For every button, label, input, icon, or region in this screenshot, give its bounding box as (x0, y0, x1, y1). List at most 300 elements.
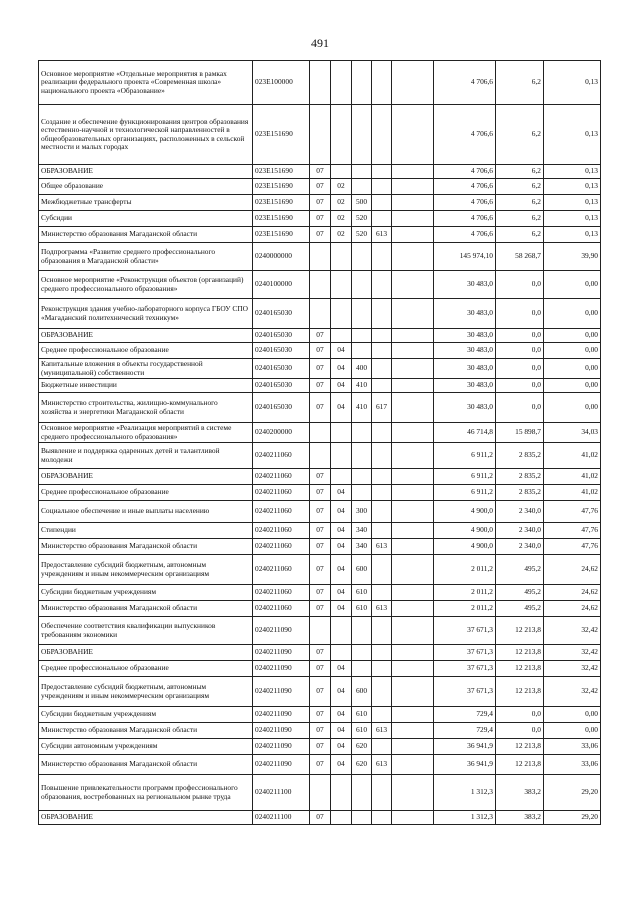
row-admin-cell (372, 469, 392, 485)
row-empty-cell (392, 739, 434, 755)
row-exec-cell: 12 213,8 (496, 617, 544, 645)
row-percent-cell: 0,00 (544, 723, 601, 739)
row-expense-type-cell: 610 (352, 707, 372, 723)
row-name-cell: Создание и обеспечение функционирования центров образования естественно-научной и технологической направленностей в общеобразовательных организациях, расположенных в сельской местности и малых городах (39, 105, 253, 165)
row-code-cell: 0240211100 (253, 811, 310, 825)
row-code-cell: 0240211060 (253, 523, 310, 539)
row-code-cell: 0240211090 (253, 645, 310, 661)
table-row (39, 775, 601, 811)
row-empty-cell (392, 485, 434, 501)
row-percent-cell: 33,06 (544, 755, 601, 775)
row-subsection-cell (331, 243, 352, 271)
row-subsection-cell: 04 (331, 661, 352, 677)
row-plan-cell: 4 706,6 (434, 105, 496, 165)
row-exec-cell: 0,0 (496, 299, 544, 329)
row-admin-cell (372, 523, 392, 539)
row-expense-type-cell: 610 (352, 601, 372, 617)
row-section-cell (310, 423, 331, 443)
row-percent-cell: 0,13 (544, 165, 601, 179)
row-admin-cell (372, 211, 392, 227)
row-code-cell: 0240211090 (253, 755, 310, 775)
row-plan-cell: 30 483,0 (434, 393, 496, 423)
table-row (39, 165, 601, 179)
row-exec-cell: 12 213,8 (496, 755, 544, 775)
row-admin-cell (372, 617, 392, 645)
row-plan-cell: 30 483,0 (434, 271, 496, 299)
row-empty-cell (392, 523, 434, 539)
row-name-cell: ОБРАЗОВАНИЕ (39, 469, 253, 485)
row-empty-cell (392, 271, 434, 299)
table-row (39, 501, 601, 523)
row-expense-type-cell (352, 343, 372, 359)
row-name-cell: Среднее профессиональное образование (39, 343, 253, 359)
row-exec-cell: 0,0 (496, 329, 544, 343)
row-exec-cell: 0,0 (496, 359, 544, 379)
row-section-cell: 07 (310, 645, 331, 661)
row-percent-cell: 0,00 (544, 343, 601, 359)
row-code-cell: 023E151690 (253, 195, 310, 211)
row-code-cell: 0240211060 (253, 601, 310, 617)
row-expense-type-cell: 340 (352, 523, 372, 539)
row-percent-cell: 47,76 (544, 501, 601, 523)
row-subsection-cell: 04 (331, 501, 352, 523)
row-code-cell: 0240211090 (253, 723, 310, 739)
row-expense-type-cell (352, 271, 372, 299)
row-section-cell (310, 443, 331, 469)
row-subsection-cell (331, 329, 352, 343)
row-expense-type-cell: 600 (352, 555, 372, 585)
row-percent-cell: 24,62 (544, 555, 601, 585)
row-exec-cell: 383,2 (496, 775, 544, 811)
row-exec-cell: 495,2 (496, 601, 544, 617)
table-row (39, 755, 601, 775)
row-empty-cell (392, 617, 434, 645)
row-section-cell: 07 (310, 227, 331, 243)
row-exec-cell: 6,2 (496, 179, 544, 195)
row-admin-cell (372, 585, 392, 601)
row-percent-cell: 0,00 (544, 359, 601, 379)
row-section-cell: 07 (310, 179, 331, 195)
row-name-cell: Субсидии (39, 211, 253, 227)
row-code-cell: 0240211060 (253, 539, 310, 555)
row-exec-cell: 0,0 (496, 723, 544, 739)
row-name-cell: Общее образование (39, 179, 253, 195)
row-admin-cell (372, 343, 392, 359)
row-exec-cell: 0,0 (496, 707, 544, 723)
row-admin-cell (372, 179, 392, 195)
row-section-cell (310, 61, 331, 105)
table-row (39, 61, 601, 105)
row-exec-cell: 2 835,2 (496, 443, 544, 469)
row-code-cell: 0240211060 (253, 443, 310, 469)
row-section-cell (310, 105, 331, 165)
row-name-cell: Министерство образования Магаданской области (39, 227, 253, 243)
row-expense-type-cell (352, 299, 372, 329)
row-subsection-cell: 04 (331, 707, 352, 723)
row-subsection-cell: 04 (331, 539, 352, 555)
row-percent-cell: 41,02 (544, 443, 601, 469)
table-row (39, 271, 601, 299)
row-code-cell: 0240165030 (253, 343, 310, 359)
row-empty-cell (392, 661, 434, 677)
row-plan-cell: 729,4 (434, 723, 496, 739)
row-section-cell: 07 (310, 601, 331, 617)
row-expense-type-cell (352, 423, 372, 443)
table-row (39, 329, 601, 343)
row-name-cell: ОБРАЗОВАНИЕ (39, 811, 253, 825)
row-plan-cell: 6 911,2 (434, 485, 496, 501)
row-plan-cell: 4 706,6 (434, 165, 496, 179)
row-section-cell (310, 243, 331, 271)
row-code-cell: 0240211100 (253, 775, 310, 811)
row-code-cell: 0240000000 (253, 243, 310, 271)
row-empty-cell (392, 379, 434, 393)
row-empty-cell (392, 775, 434, 811)
row-plan-cell: 30 483,0 (434, 359, 496, 379)
row-expense-type-cell (352, 329, 372, 343)
row-percent-cell: 0,13 (544, 195, 601, 211)
row-admin-cell (372, 485, 392, 501)
row-exec-cell: 15 898,7 (496, 423, 544, 443)
row-plan-cell: 6 911,2 (434, 443, 496, 469)
row-subsection-cell (331, 423, 352, 443)
row-plan-cell: 4 706,6 (434, 195, 496, 211)
row-section-cell: 07 (310, 585, 331, 601)
row-name-cell: Основное мероприятие «Реконструкция объектов (организаций) среднего профессионального образования» (39, 271, 253, 299)
row-code-cell: 0240165030 (253, 359, 310, 379)
row-admin-cell (372, 165, 392, 179)
row-expense-type-cell (352, 775, 372, 811)
row-subsection-cell: 04 (331, 379, 352, 393)
row-percent-cell: 32,42 (544, 617, 601, 645)
row-subsection-cell: 04 (331, 585, 352, 601)
table-row (39, 359, 601, 379)
row-exec-cell: 0,0 (496, 271, 544, 299)
row-admin-cell (372, 105, 392, 165)
row-name-cell: ОБРАЗОВАНИЕ (39, 329, 253, 343)
row-subsection-cell: 02 (331, 211, 352, 227)
row-empty-cell (392, 601, 434, 617)
row-empty-cell (392, 329, 434, 343)
row-admin-cell (372, 775, 392, 811)
row-expense-type-cell (352, 469, 372, 485)
row-plan-cell: 37 671,3 (434, 617, 496, 645)
row-admin-cell (372, 555, 392, 585)
row-percent-cell: 29,20 (544, 775, 601, 811)
row-name-cell: Министерство образования Магаданской области (39, 601, 253, 617)
row-plan-cell: 4 900,0 (434, 539, 496, 555)
row-admin-cell (372, 501, 392, 523)
row-section-cell: 07 (310, 723, 331, 739)
row-exec-cell: 12 213,8 (496, 645, 544, 661)
row-plan-cell: 6 911,2 (434, 469, 496, 485)
row-percent-cell: 24,62 (544, 585, 601, 601)
row-name-cell: Министерство образования Магаданской области (39, 755, 253, 775)
row-code-cell: 0240211060 (253, 555, 310, 585)
row-exec-cell: 2 340,0 (496, 523, 544, 539)
row-exec-cell: 2 340,0 (496, 539, 544, 555)
row-expense-type-cell (352, 443, 372, 469)
row-empty-cell (392, 423, 434, 443)
row-name-cell: Субсидии автономным учреждениям (39, 739, 253, 755)
row-section-cell (310, 299, 331, 329)
row-plan-cell: 2 011,2 (434, 601, 496, 617)
row-code-cell: 023E151690 (253, 179, 310, 195)
row-section-cell: 07 (310, 707, 331, 723)
row-admin-cell (372, 739, 392, 755)
row-percent-cell: 0,13 (544, 227, 601, 243)
row-code-cell: 023E151690 (253, 165, 310, 179)
table-row (39, 485, 601, 501)
row-exec-cell: 6,2 (496, 211, 544, 227)
row-exec-cell: 2 835,2 (496, 485, 544, 501)
row-code-cell: 023E151690 (253, 227, 310, 243)
table-row (39, 243, 601, 271)
row-subsection-cell: 04 (331, 755, 352, 775)
row-subsection-cell: 04 (331, 485, 352, 501)
row-section-cell: 07 (310, 661, 331, 677)
row-empty-cell (392, 645, 434, 661)
row-code-cell: 0240165030 (253, 379, 310, 393)
row-section-cell: 07 (310, 343, 331, 359)
row-section-cell: 07 (310, 555, 331, 585)
row-section-cell: 07 (310, 739, 331, 755)
row-admin-cell: 613 (372, 601, 392, 617)
row-admin-cell (372, 443, 392, 469)
row-section-cell: 07 (310, 501, 331, 523)
row-percent-cell: 32,42 (544, 645, 601, 661)
row-admin-cell: 613 (372, 539, 392, 555)
row-percent-cell: 32,42 (544, 677, 601, 707)
row-name-cell: Подпрограмма «Развитие среднего профессионального образования в Магаданской области» (39, 243, 253, 271)
row-percent-cell: 0,00 (544, 393, 601, 423)
row-plan-cell: 36 941,9 (434, 755, 496, 775)
row-subsection-cell (331, 105, 352, 165)
row-percent-cell: 32,42 (544, 661, 601, 677)
row-percent-cell: 24,62 (544, 601, 601, 617)
row-percent-cell: 0,00 (544, 271, 601, 299)
row-subsection-cell: 04 (331, 523, 352, 539)
row-subsection-cell: 02 (331, 195, 352, 211)
table-row (39, 523, 601, 539)
row-percent-cell: 0,13 (544, 211, 601, 227)
row-expense-type-cell: 600 (352, 677, 372, 707)
table-row (39, 645, 601, 661)
row-plan-cell: 30 483,0 (434, 343, 496, 359)
row-subsection-cell: 04 (331, 739, 352, 755)
row-code-cell: 0240200000 (253, 423, 310, 443)
row-code-cell: 0240211090 (253, 739, 310, 755)
table-row (39, 585, 601, 601)
row-exec-cell: 6,2 (496, 165, 544, 179)
row-expense-type-cell (352, 105, 372, 165)
row-plan-cell: 30 483,0 (434, 379, 496, 393)
row-empty-cell (392, 61, 434, 105)
row-subsection-cell (331, 811, 352, 825)
row-subsection-cell (331, 165, 352, 179)
row-percent-cell: 47,76 (544, 539, 601, 555)
table-row (39, 539, 601, 555)
row-empty-cell (392, 707, 434, 723)
table-row (39, 299, 601, 329)
row-plan-cell: 37 671,3 (434, 677, 496, 707)
row-section-cell: 07 (310, 211, 331, 227)
row-empty-cell (392, 755, 434, 775)
row-empty-cell (392, 211, 434, 227)
table-row (39, 601, 601, 617)
row-name-cell: ОБРАЗОВАНИЕ (39, 645, 253, 661)
row-admin-cell (372, 645, 392, 661)
row-plan-cell: 1 312,3 (434, 775, 496, 811)
row-subsection-cell (331, 617, 352, 645)
row-expense-type-cell: 610 (352, 723, 372, 739)
row-plan-cell: 37 671,3 (434, 645, 496, 661)
row-name-cell: Среднее профессиональное образование (39, 485, 253, 501)
row-exec-cell: 2 835,2 (496, 469, 544, 485)
table-body (39, 61, 601, 825)
table-row (39, 469, 601, 485)
row-expense-type-cell: 340 (352, 539, 372, 555)
row-admin-cell: 613 (372, 227, 392, 243)
page-number: 491 (311, 36, 329, 50)
budget-table (38, 60, 601, 825)
row-percent-cell: 34,03 (544, 423, 601, 443)
row-expense-type-cell: 410 (352, 379, 372, 393)
row-percent-cell: 39,90 (544, 243, 601, 271)
row-subsection-cell: 04 (331, 343, 352, 359)
row-admin-cell (372, 195, 392, 211)
row-name-cell: Среднее профессиональное образование (39, 661, 253, 677)
row-subsection-cell: 04 (331, 359, 352, 379)
table-row (39, 105, 601, 165)
row-section-cell (310, 617, 331, 645)
row-plan-cell: 37 671,3 (434, 661, 496, 677)
row-empty-cell (392, 677, 434, 707)
row-subsection-cell (331, 645, 352, 661)
row-subsection-cell (331, 61, 352, 105)
row-code-cell: 0240165030 (253, 299, 310, 329)
row-name-cell: Социальное обеспечение и иные выплаты населению (39, 501, 253, 523)
row-name-cell: Министерство образования Магаданской области (39, 723, 253, 739)
row-section-cell: 07 (310, 359, 331, 379)
row-name-cell: Обеспечение соответствия квалификации выпускников требованиям экономики (39, 617, 253, 645)
row-subsection-cell (331, 271, 352, 299)
row-plan-cell: 145 974,10 (434, 243, 496, 271)
row-expense-type-cell (352, 61, 372, 105)
row-name-cell: Основное мероприятие «Реализация мероприятий в системе среднего профессионального образования» (39, 423, 253, 443)
row-percent-cell: 0,13 (544, 105, 601, 165)
row-exec-cell: 2 340,0 (496, 501, 544, 523)
row-section-cell (310, 775, 331, 811)
row-exec-cell: 6,2 (496, 227, 544, 243)
row-code-cell: 0240211090 (253, 617, 310, 645)
row-code-cell: 0240211060 (253, 469, 310, 485)
row-empty-cell (392, 299, 434, 329)
row-admin-cell (372, 243, 392, 271)
row-name-cell: Министерство образования Магаданской области (39, 539, 253, 555)
row-name-cell: Основное мероприятие «Отдельные мероприятия в рамках реализации федерального проекта «Современная школа» национального проекта «Образование» (39, 61, 253, 105)
row-empty-cell (392, 343, 434, 359)
row-code-cell: 023E151690 (253, 211, 310, 227)
table-row (39, 393, 601, 423)
row-expense-type-cell: 620 (352, 755, 372, 775)
row-subsection-cell: 04 (331, 393, 352, 423)
row-exec-cell: 12 213,8 (496, 661, 544, 677)
row-expense-type-cell: 400 (352, 359, 372, 379)
table-row (39, 343, 601, 359)
row-plan-cell: 4 706,6 (434, 227, 496, 243)
row-exec-cell: 383,2 (496, 811, 544, 825)
row-subsection-cell: 04 (331, 601, 352, 617)
row-admin-cell (372, 299, 392, 329)
row-subsection-cell: 02 (331, 227, 352, 243)
row-admin-cell (372, 379, 392, 393)
table-row (39, 423, 601, 443)
row-name-cell: Реконструкция здания учебно-лабораторного корпуса ГБОУ СПО «Магаданский политехнический техникум» (39, 299, 253, 329)
row-code-cell: 0240211090 (253, 677, 310, 707)
row-subsection-cell (331, 299, 352, 329)
row-plan-cell: 729,4 (434, 707, 496, 723)
row-percent-cell: 29,20 (544, 811, 601, 825)
table-row (39, 723, 601, 739)
table-row (39, 195, 601, 211)
row-section-cell: 07 (310, 485, 331, 501)
row-plan-cell: 46 714,8 (434, 423, 496, 443)
row-name-cell: Стипендии (39, 523, 253, 539)
row-empty-cell (392, 539, 434, 555)
row-plan-cell: 36 941,9 (434, 739, 496, 755)
row-name-cell: Повышение привлекательности программ профессионального образования, востребованных на региональном рынке труда (39, 775, 253, 811)
row-expense-type-cell (352, 165, 372, 179)
row-empty-cell (392, 723, 434, 739)
row-percent-cell: 41,02 (544, 469, 601, 485)
row-plan-cell: 30 483,0 (434, 299, 496, 329)
row-plan-cell: 30 483,0 (434, 329, 496, 343)
row-subsection-cell: 04 (331, 723, 352, 739)
row-name-cell: Предоставление субсидий бюджетным, автономным учреждениям и иным некоммерческим организациям (39, 677, 253, 707)
row-code-cell: 0240211090 (253, 661, 310, 677)
row-name-cell: Предоставление субсидий бюджетным, автономным учреждениям и иным некоммерческим организациям (39, 555, 253, 585)
row-admin-cell: 613 (372, 755, 392, 775)
row-expense-type-cell: 610 (352, 585, 372, 601)
row-section-cell: 07 (310, 393, 331, 423)
row-name-cell: Субсидии бюджетным учреждениям (39, 707, 253, 723)
row-expense-type-cell: 620 (352, 739, 372, 755)
row-subsection-cell (331, 775, 352, 811)
row-admin-cell (372, 359, 392, 379)
row-section-cell (310, 271, 331, 299)
row-exec-cell: 0,0 (496, 379, 544, 393)
row-percent-cell: 33,06 (544, 739, 601, 755)
row-admin-cell: 613 (372, 723, 392, 739)
row-code-cell: 0240211060 (253, 501, 310, 523)
table-row (39, 617, 601, 645)
row-expense-type-cell (352, 485, 372, 501)
row-exec-cell: 6,2 (496, 195, 544, 211)
row-code-cell: 023E151690 (253, 105, 310, 165)
row-code-cell: 0240165030 (253, 393, 310, 423)
row-name-cell: ОБРАЗОВАНИЕ (39, 165, 253, 179)
row-empty-cell (392, 393, 434, 423)
row-empty-cell (392, 243, 434, 271)
table-row (39, 443, 601, 469)
row-exec-cell: 58 268,7 (496, 243, 544, 271)
row-expense-type-cell: 300 (352, 501, 372, 523)
row-empty-cell (392, 469, 434, 485)
row-section-cell: 07 (310, 539, 331, 555)
row-exec-cell: 6,2 (496, 105, 544, 165)
row-name-cell: Капитальные вложения в объекты государственной (муниципальной) собственности (39, 359, 253, 379)
